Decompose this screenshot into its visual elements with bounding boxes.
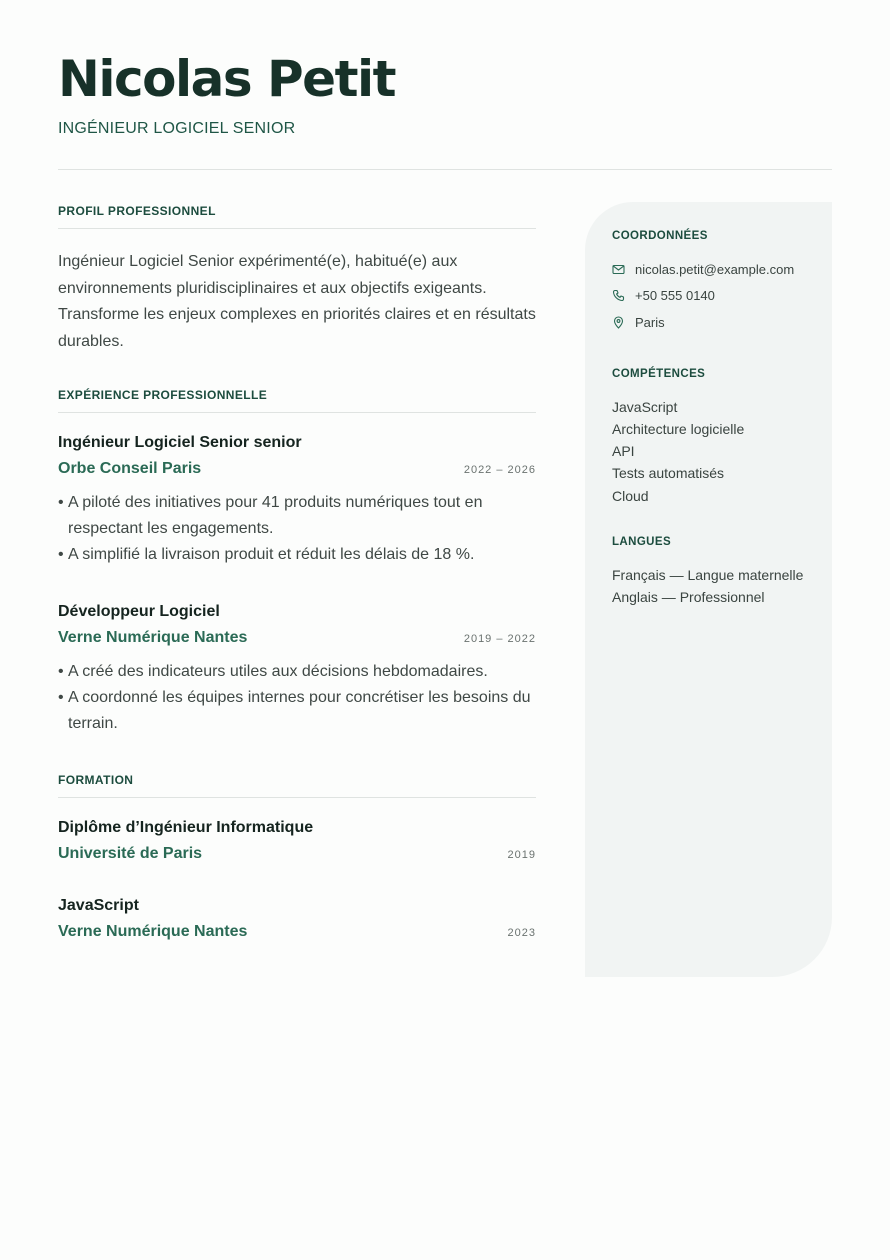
language-item: Anglais — Professionnel: [612, 589, 765, 606]
job-bullets: [58, 659, 536, 737]
contact-section: [612, 230, 832, 336]
experience-section: [58, 388, 536, 737]
languages-section: [612, 536, 832, 609]
education-year: 2023: [507, 927, 536, 939]
main-column: [58, 204, 536, 943]
job-bullet: • A simplifié la livraison produit et réduit les délais de 18 %.: [58, 542, 536, 568]
contact-location-value: Paris: [635, 314, 665, 330]
job-bullet: • A créé des indicateurs utiles aux décisions hebdomadaires.: [58, 659, 536, 685]
section-heading-experience: EXPÉRIENCE PROFESSIONNELLE: [58, 388, 536, 413]
language-item: Français — Langue maternelle: [612, 566, 804, 583]
job-bullet: • A coordonné les équipes internes pour concrétiser les besoins du terrain.: [58, 685, 536, 737]
education-meta-row: [58, 843, 536, 865]
job-title: Développeur Logiciel: [58, 603, 220, 620]
sidebar-panel: [585, 202, 832, 977]
contact-list: [612, 256, 832, 336]
profile-section: [58, 204, 536, 355]
phone-icon: [612, 289, 625, 302]
skill-item: Architecture logicielle: [612, 420, 745, 437]
candidate-name: Nicolas Petit: [58, 50, 396, 108]
job-title-header: INGÉNIEUR LOGICIEL SENIOR: [58, 120, 296, 137]
job-meta-row: [58, 627, 536, 649]
job-company: Orbe Conseil Paris: [58, 460, 202, 477]
contact-phone-value: +50 555 0140: [635, 288, 715, 304]
contact-phone[interactable]: [612, 283, 832, 310]
section-heading-languages: LANGUES: [612, 535, 672, 548]
contact-email[interactable]: [612, 256, 832, 283]
skills-list: [612, 396, 832, 507]
section-heading-skills: COMPÉTENCES: [612, 367, 706, 380]
section-heading-profile: PROFIL PROFESSIONNEL: [58, 204, 536, 229]
job-dates: 2022 – 2026: [463, 464, 536, 476]
profile-text: Ingénieur Logiciel Senior expérimenté(e), habitué(e) aux environnements pluridisciplinaires et aux objectifs exigeants. Transforme les enjeux complexes en priorités claires et en résultats durables.: [58, 253, 536, 350]
contact-email-value: nicolas.petit@example.com: [635, 261, 795, 277]
job-meta-row: [58, 458, 536, 480]
education-meta-row: [58, 921, 536, 943]
skill-item: Tests automatisés: [612, 465, 725, 482]
contact-location: [612, 309, 832, 336]
header-divider: [58, 169, 832, 170]
location-pin-icon: [612, 316, 625, 329]
job-bullet: • A piloté des initiatives pour 41 produits numériques tout en respectant les engagements.: [58, 490, 536, 542]
section-heading-contact: COORDONNÉES: [612, 230, 708, 242]
education-school: Verne Numérique Nantes: [58, 923, 248, 940]
skill-item: JavaScript: [612, 398, 678, 415]
education-section: [58, 773, 536, 943]
job-entry: [58, 432, 536, 568]
job-bullets: [58, 490, 536, 568]
job-entry: [58, 601, 536, 737]
education-year: 2019: [507, 849, 536, 861]
education-entry: [58, 817, 536, 865]
mail-icon: [612, 263, 625, 276]
section-heading-education: FORMATION: [58, 773, 536, 798]
education-title: Diplôme d’Ingénieur Informatique: [58, 819, 314, 836]
skill-item: API: [612, 443, 635, 460]
education-entry: [58, 895, 536, 943]
job-company: Verne Numérique Nantes: [58, 629, 248, 646]
job-title: Ingénieur Logiciel Senior senior: [58, 434, 302, 451]
job-dates: 2019 – 2022: [463, 633, 536, 645]
skills-section: [612, 368, 832, 507]
education-title: JavaScript: [58, 897, 139, 914]
skill-item: Cloud: [612, 487, 649, 504]
languages-list: [612, 564, 832, 609]
education-school: Université de Paris: [58, 845, 203, 862]
